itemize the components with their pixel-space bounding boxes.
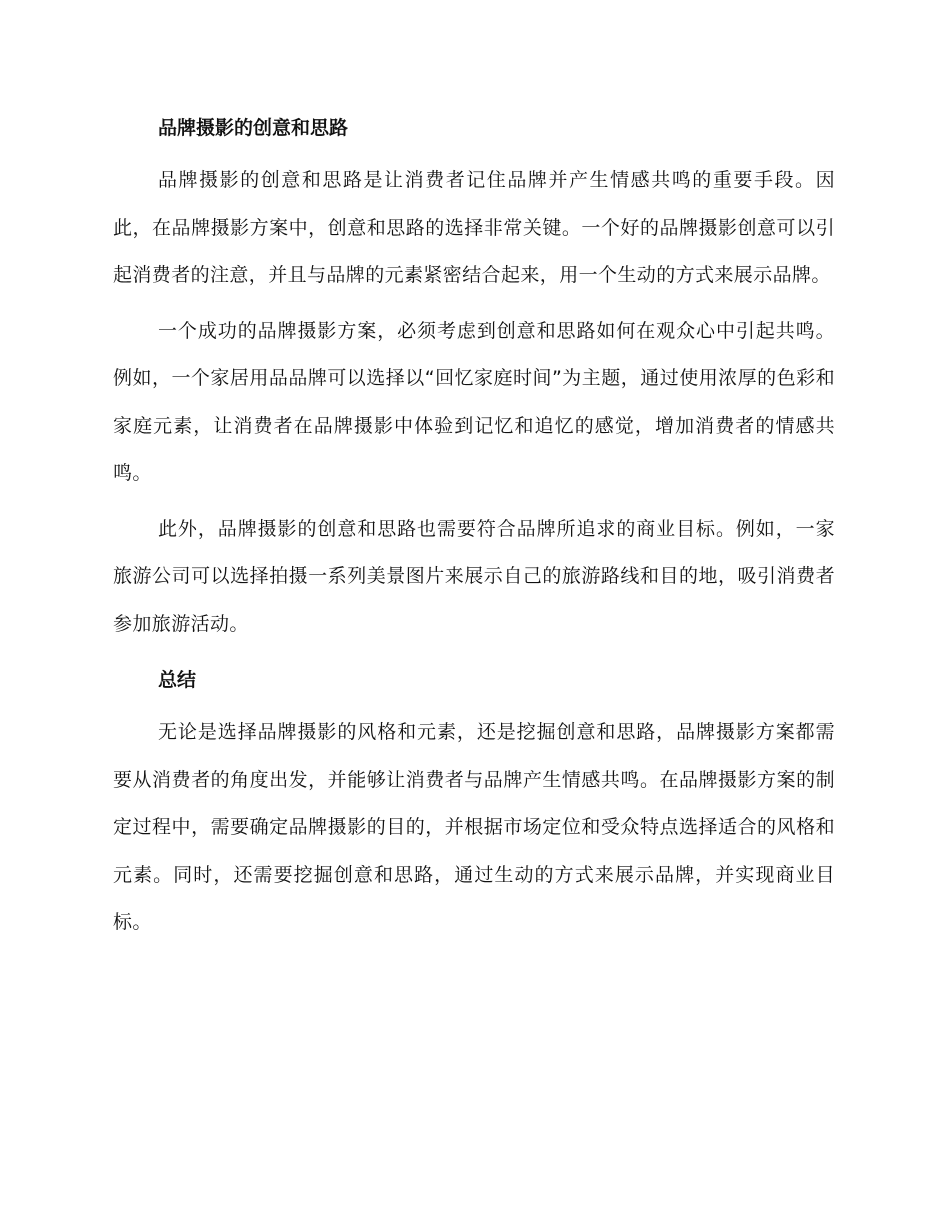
section-heading-summary: 总结: [158, 669, 197, 691]
paragraph-creativity-intro: 品牌摄影的创意和思路是让消费者记住品牌并产生情感共鸣的重要手段。因此，在品牌摄影方案中，创意和思路的选择非常关键。一个好的品牌摄影创意可以引起消费者的注意，并且与品牌的元素紧密结合起来，用一个生动的方式来展示品牌。: [113, 169, 835, 286]
paragraph-summary: 无论是选择品牌摄影的风格和元素，还是挖掘创意和思路，品牌摄影方案都需要从消费者的角度出发，并能够让消费者与品牌产生情感共鸣。在品牌摄影方案的制定过程中，需要确定品牌摄影的目的，并根据市场定位和受众特点选择适合的风格和元素。同时，还需要挖掘创意和思路，通过生动的方式来展示品牌，并实现商业目标。: [113, 721, 835, 933]
document-page: [113, 112, 835, 947]
section-heading-creativity: 品牌摄影的创意和思路: [158, 117, 349, 139]
paragraph-creativity-resonance: 一个成功的品牌摄影方案，必须考虑到创意和思路如何在观众心中引起共鸣。例如，一个家居用品品牌可以选择以“回忆家庭时间”为主题，通过使用浓厚的色彩和家庭元素，让消费者在品牌摄影中体验到记忆和追忆的感觉，增加消费者的情感共鸣。: [113, 319, 835, 484]
paragraph-creativity-business-goal: 此外，品牌摄影的创意和思路也需要符合品牌所追求的商业目标。例如，一家旅游公司可以选择拍摄一系列美景图片来展示自己的旅游路线和目的地，吸引消费者参加旅游活动。: [113, 517, 835, 635]
